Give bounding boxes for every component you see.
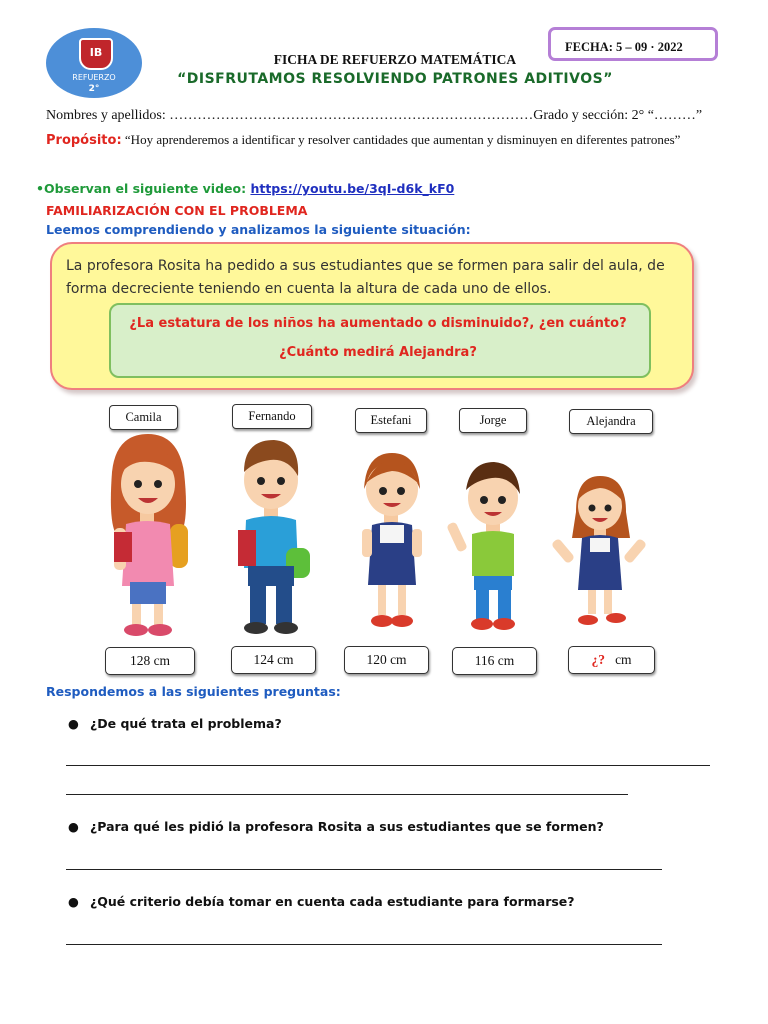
answer-line[interactable] [66,944,662,945]
question-item-3 [68,894,575,909]
height-card-jorge: 116 cm [452,647,537,675]
height-unit: cm [615,652,632,667]
logo-label: REFUERZO [72,73,116,82]
bullet-icon: ● [68,819,79,834]
purpose-label: Propósito: [46,133,122,148]
purpose-text: “Hoy aprenderemos a identificar y resolver cantidades que aumentan y disminuyen en diferentes patrones” [121,132,681,147]
question-2: ¿Cuánto medirá Alejandra? [279,345,477,360]
situation-text: La profesora Rosita ha pedido a sus estudiantes que se formen para salir del aula, de forma decreciente teniendo en cuenta la altura de cada uno de ellos. [66,258,665,297]
logo-grade: 2° [88,84,100,94]
question-box [109,303,651,378]
question-text: ¿Qué criterio debía tomar en cuenta cada estudiante para formarse? [90,894,575,909]
name-card-fernando: Fernando [232,404,312,429]
alejandra-illustration [554,472,646,632]
name-card-jorge: Jorge [459,408,527,433]
name-card-alejandra: Alejandra [569,409,653,434]
section-heading: FAMILIARIZACIÓN CON EL PROBLEMA [46,203,308,218]
question-text: ¿Para qué les pidió la profesora Rosita a sus estudiantes que se formen? [90,819,604,834]
question-text: ¿De qué trata el problema? [90,716,282,731]
camila-illustration [100,432,196,640]
question-1: ¿La estatura de los niños ha aumentado o disminuido?, ¿en cuánto? [129,316,627,331]
bullet-icon: ● [68,716,79,731]
page-subtitle: “DISFRUTAMOS RESOLVIENDO PATRONES ADITIVOS” [177,71,613,87]
respond-heading: Respondemos a las siguientes preguntas: [46,684,341,699]
jorge-illustration [448,460,532,632]
purpose [46,131,726,150]
answer-line[interactable] [66,765,710,766]
question-item-1 [68,716,282,731]
name-card-camila: Camila [109,405,178,430]
unknown-height: ¿? [591,652,605,667]
names-line: Nombres y apellidos: ……………………………………………………………………Grado y sección: 2° “………” [46,108,703,123]
video-line [36,181,454,196]
estefani-illustration [356,449,428,631]
name-card-estefani: Estefani [355,408,427,433]
date-box: FECHA: 5 – 09 · 2022 [548,27,718,61]
page-title: FICHA DE REFUERZO MATEMÁTICA [273,52,517,67]
logo-initials: IB [89,46,103,59]
bullet-icon: ● [68,894,79,909]
height-card-camila: 128 cm [105,647,195,675]
instruction-text: Leemos comprendiendo y analizamos la siguiente situación: [46,222,471,237]
height-card-estefani: 120 cm [344,646,429,674]
bullet-icon: • [36,181,44,196]
height-card-fernando: 124 cm [231,646,316,674]
question-item-2 [68,819,604,834]
answer-line[interactable] [66,794,628,795]
video-label: Observan el siguiente video: [44,181,251,196]
fernando-illustration [230,436,314,636]
answer-line[interactable] [66,869,662,870]
height-card-alejandra [568,646,655,674]
video-link[interactable]: https://youtu.be/3qI-d6k_kF0 [250,181,455,196]
